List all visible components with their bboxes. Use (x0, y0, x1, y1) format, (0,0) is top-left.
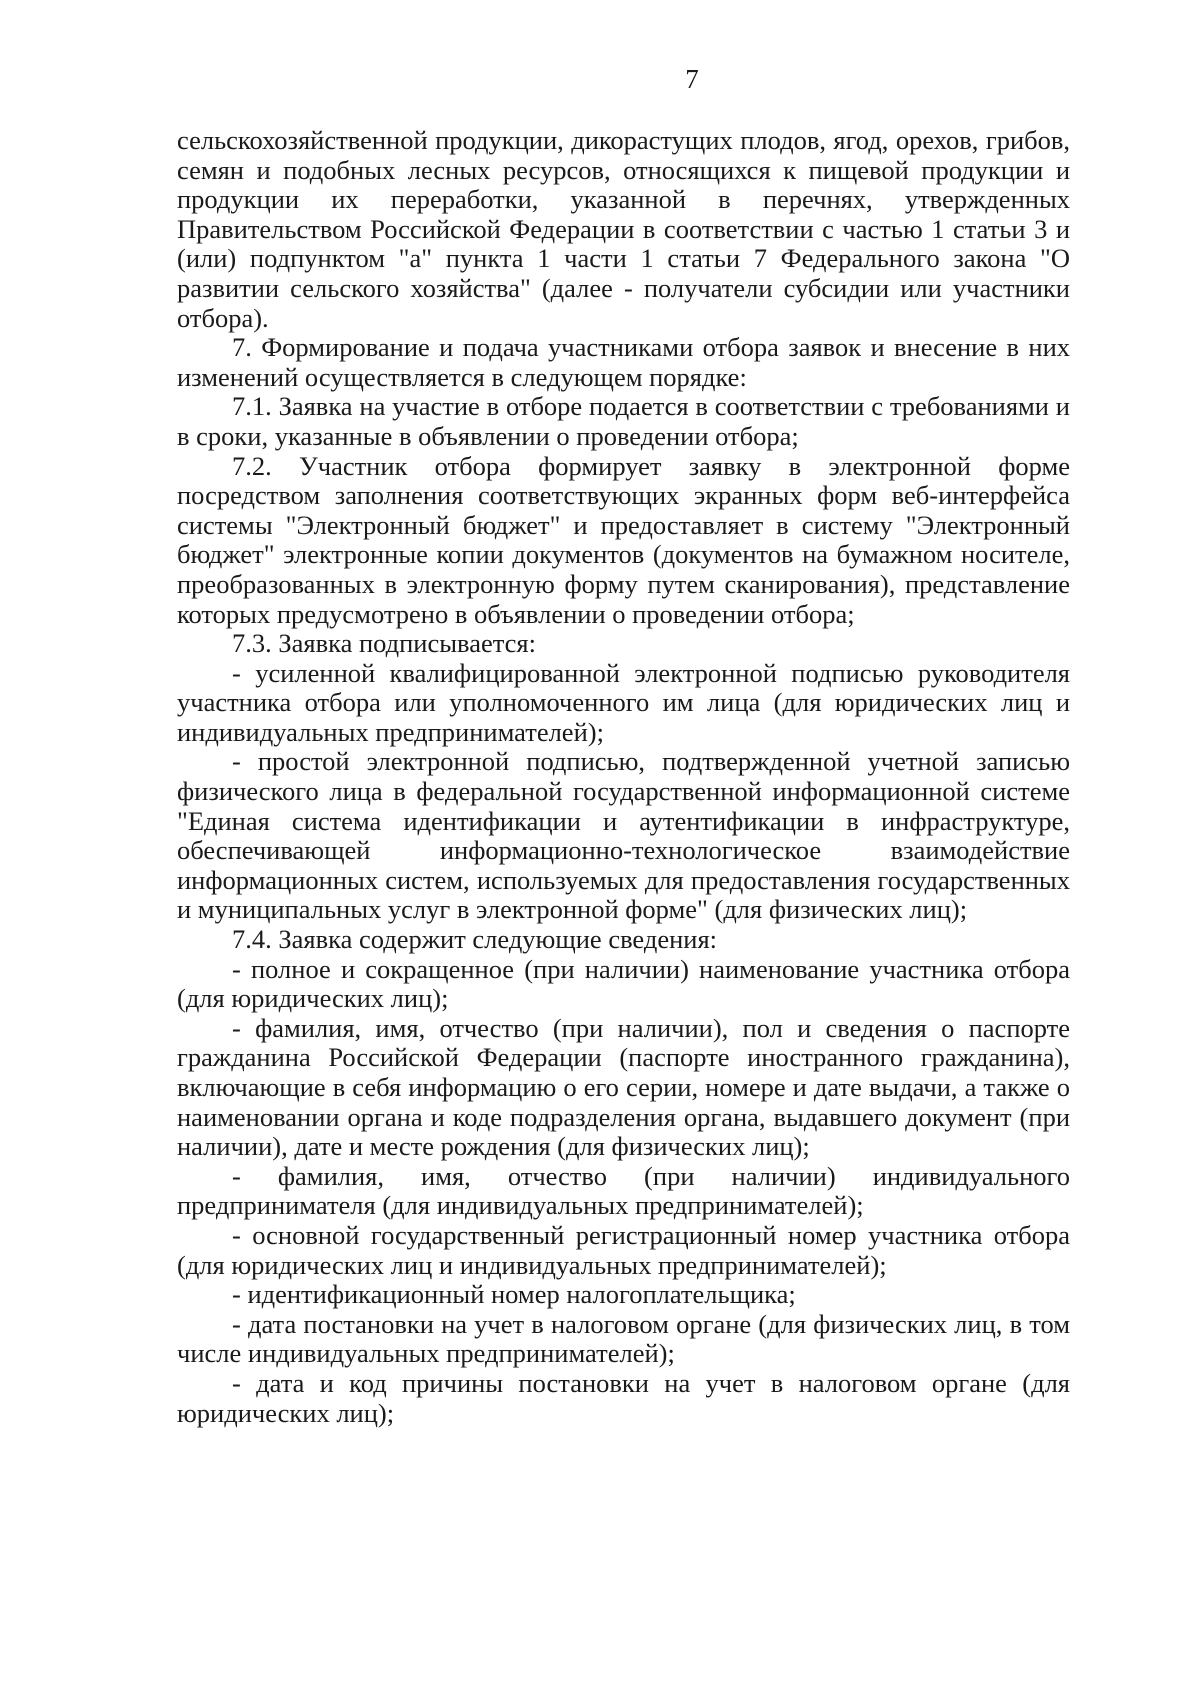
list-item-inn: - идентификационный номер налогоплательщика; (232, 1279, 796, 1310)
paragraph-item-7-1: 7.1. Заявка на участие в отборе подается в соответствии с требованиями и в сроки, указанные в объявлении о проведении отбора; (177, 391, 1070, 451)
list-item-entrepreneur-name: - фамилия, имя, отчество (при наличии) индивидуального предпринимателя (для индивидуальных предпринимателей); (177, 1160, 1070, 1221)
list-item-tax-registration-date: - дата постановки на учет в налоговом органе (для физических лиц, в том числе индивидуальных предпринимателей); (177, 1308, 1070, 1369)
list-item-simple-signature: - простой электронной подписью, подтвержденной учетной записью физического лица в федеральной государственной информационной системе "Единая система идентификации и аутентификации в инфраструктуре, обеспечивающей информационно-технологическое взаимодействие информационных систем, используемых для предоставления государственных и муниципальных услуг в электронной форме" (для физических лиц); (177, 746, 1070, 925)
list-item-kpp: - дата и код причины постановки на учет в налоговом органе (для юридических лиц); (177, 1367, 1070, 1428)
page-number: 7 (685, 64, 699, 94)
paragraph-item-7-2: 7.2. Участник отбора формирует заявку в электронной форме посредством заполнения соответствующих экранных форм веб-интерфейса системы "Электронный бюджет" и предоставляет в систему "Электронный бюджет" электронные копии документов (документов на бумажном носителе, преобразованных в электронную форму путем сканирования), представление которых предусмотрено в объявлении о проведении отбора; (177, 450, 1070, 629)
list-item-ogrn: - основной государственный регистрационный номер участника отбора (для юридических лиц и индивидуальных предпринимателей); (177, 1219, 1070, 1280)
document-body (177, 126, 1070, 1428)
list-item-passport-info: - фамилия, имя, отчество (при наличии), пол и сведения о паспорте гражданина Российской Федерации (паспорте иностранного гражданина), включающие в себя информацию о его серии, номере и дате выдачи, а также о наименовании органа и коде подразделения органа, выдавшего документ (при наличии), дате и месте рождения (для физических лиц); (177, 1012, 1070, 1162)
list-item-full-name-org: - полное и сокращенное (при наличии) наименование участника отбора (для юридических лиц); (177, 953, 1070, 1014)
paragraph-item-7-3: 7.3. Заявка подписывается: (232, 628, 536, 659)
list-item-qualified-signature: - усиленной квалифицированной электронной подписью руководителя участника отбора или уполномоченного им лица (для юридических лиц и индивидуальных предпринимателей); (177, 657, 1070, 747)
paragraph-item-7-4: 7.4. Заявка содержит следующие сведения: (232, 924, 718, 955)
paragraph-item-7: 7. Формирование и подача участниками отбора заявок и внесение в них изменений осуществляется в следующем порядке: (177, 332, 1070, 392)
paragraph-continuation: сельскохозяйственной продукции, дикорастущих плодов, ягод, орехов, грибов, семян и подобных лесных ресурсов, относящихся к пищевой продукции и продукции их переработки, указанной в перечнях, утвержденных Правительством Российской Федерации в соответствии с частью 1 статьи 3 и (или) подпунктом "а" пункта 1 части 1 статьи 7 Федерального закона "О развитии сельского хозяйства" (далее - получатели субсидии или участники отбора). (177, 125, 1070, 333)
